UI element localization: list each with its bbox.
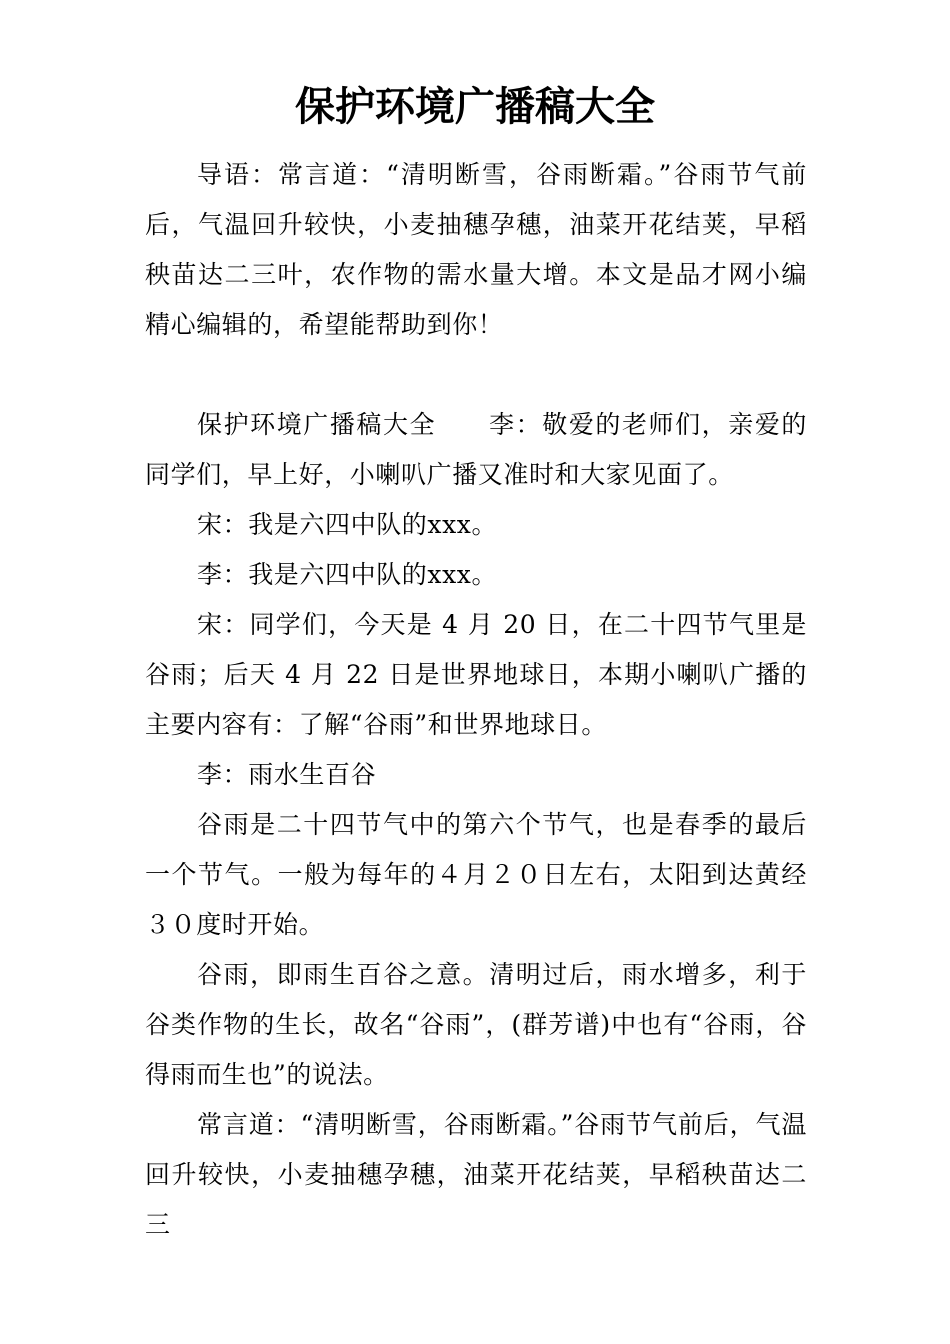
speaker-song-intro: 宋：我是六四中队的xxx。 <box>197 510 498 539</box>
opening-line: 李：敬爱的老师们，亲爱的同学们，早上好，小喇叭广播又准时和大家见面了。 <box>145 410 807 489</box>
speaker-li-intro: 李：我是六四中队的xxx。 <box>197 560 498 589</box>
guyu-definition-paragraph: 谷雨是二十四节气中的第六个节气，也是春季的最后一个节气。一般为每年的４月２０日左右，太阳到达黄经３０度时开始。 <box>145 810 807 939</box>
broadcast-opening-paragraph <box>145 400 807 500</box>
intro-paragraph: 导语：常言道：“清明断雪，谷雨断霜。”谷雨节气前后，气温回升较快，小麦抽穗孕穗，油菜开花结荚，早稻秧苗达二三叶，农作物的需水量大增。本文是品才网小编精心编辑的，希望能帮助到你！ <box>145 160 807 339</box>
document-title: 保护环境广播稿大全 <box>295 83 655 130</box>
guyu-meaning-paragraph: 谷雨，即雨生百谷之意。清明过后，雨水增多，利于谷类作物的生长，故名“谷雨”，(群芳谱)中也有“谷雨，谷得雨而生也”的说法。 <box>145 960 807 1089</box>
subheading-paragraph: 李：雨水生百谷 <box>197 760 377 789</box>
blank-line <box>145 350 807 400</box>
saying-paragraph: 常言道：“清明断雪，谷雨断霜。”谷雨节气前后，气温回升较快，小麦抽穗孕穗，油菜开花结荚，早稻秧苗达二三 <box>145 1110 807 1239</box>
document-body <box>145 150 807 1250</box>
section-heading: 保护环境广播稿大全 <box>197 410 437 439</box>
date-paragraph: 宋：同学们，今天是 4 月 20 日，在二十四节气里是谷雨；后天 4 月 22 日是世界地球日，本期小喇叭广播的主要内容有：了解“谷雨”和世界地球日。 <box>145 610 807 739</box>
